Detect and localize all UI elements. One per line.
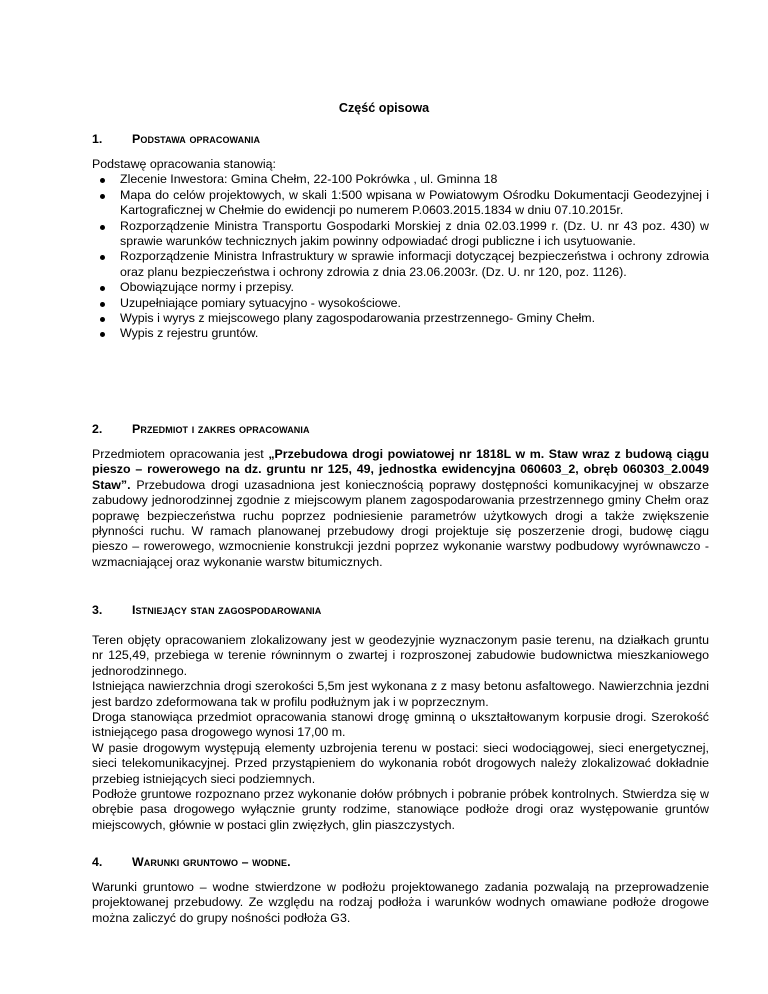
- section-2-paragraph: Przedmiotem opracowania jest „Przebudowa drogi powiatowej nr 1818L w m. Staw wraz z budową ciągu pieszo – rowerowego na dz. gruntu nr 125, 49, jednostka ewidencyjna 060603_2, obręb 060303_2.0049 Staw”. Przebudowa drogi uzasadniona jest koniecznością poprawy dostępności komunikacyjnej w obszarze zabudowy jednorodzinnej zgodnie z miejscowym planem zagospodarowania przestrzennego gminy Chełm oraz poprawę bezpieczeństwa ruchu poprzez podniesienie parametrów użytkowych drogi a także zwiększenie płynności ruchu. W ramach planowanej przebudowy drogi projektuje się poszerzenie drogi, budowę ciągu pieszo – rowerowego, wzmocnienie konstrukcji jezdni poprzez wykonanie warstwy podbudowy wyrównawczo - wzmacniającej oraz wykonanie warstw bitumicznych.: [92, 447, 710, 569]
- section-1-heading: [92, 132, 260, 147]
- section-number: 2.: [92, 422, 103, 436]
- list-item: Zlecenie Inwestora: Gmina Chełm, 22-100 Pokrówka , ul. Gminna 18: [92, 172, 709, 187]
- section-3-heading: [92, 603, 321, 618]
- section-4-heading: [92, 855, 291, 870]
- section-title: Warunki gruntowo – wodne.: [132, 855, 291, 869]
- paragraph: Droga stanowiąca przedmiot opracowania stanowi drogę gminną o ukształtowanym korpusie drogi. Szerokość istniejącego pasa drogowego wynosi 17,00 m.: [92, 710, 709, 740]
- section-4-body: [92, 880, 709, 926]
- bullet-icon: [100, 178, 105, 183]
- section-2-heading: [92, 422, 310, 437]
- paragraph: Warunki gruntowo – wodne stwierdzone w podłożu projektowanego zadania pozwalają na przeprowadzenie projektowanej przebudowy. Ze względu na rodzaj podłoża i warunków wodnych omawiane podłoże drogowe można zaliczyć do grupy nośności podłoża G3.: [92, 880, 709, 925]
- section-1-body: [92, 157, 709, 342]
- bullet-icon: [100, 317, 105, 322]
- section-title: Przedmiot i zakres opracowania: [132, 422, 310, 436]
- list-item: Wypis i wyrys z miejscowego plany zagospodarowania przestrzennego- Gminy Chełm.: [92, 311, 709, 326]
- list-item: Mapa do celów projektowych, w skali 1:500 wpisana w Powiatowym Ośrodku Dokumentacji Geodezyjnej i Kartograficznej w Chełmie do ewidencji po numerem P.0603.2015.1834 w dniu 07.10.2015r.: [92, 188, 709, 219]
- paragraph: W pasie drogowym występują elementy uzbrojenia terenu w postaci: sieci wodociągowej, sieci energetycznej, sieci telekomunikacyjnej. Przed przystąpieniem do wykonania robót drogowych należy zlokalizować dokładnie przebieg istniejących sieci podziemnych.: [92, 740, 709, 786]
- list-item: Rozporządzenie Ministra Transportu Gospodarki Morskiej z dnia 02.03.1999 r. (Dz. U. nr 43 poz. 430) w sprawie warunków technicznych jakim powinny odpowiadać drogi publiczne i ich usytuowanie.: [92, 219, 709, 250]
- bullet-icon: [100, 302, 105, 307]
- section-2-body: [92, 447, 709, 570]
- section-1-list: [92, 172, 709, 341]
- paragraph: Podłoże gruntowe rozpoznano przez wykonanie dołów próbnych i pobranie próbek kontrolnych. Stwierdza się w obrębie pasa drogowego wyłącznie grunty rodzime, stanowiące podłoże drogi oraz występowanie gruntów miejscowych, głównie w postaci glin zwięzłych, glin piaszczystych.: [92, 787, 709, 832]
- bullet-icon: [100, 332, 105, 337]
- section-number: 4.: [92, 855, 103, 869]
- paragraph: Istniejąca nawierzchnia drogi szerokości 5,5m jest wykonana z z masy betonu asfaltowego. Nawierzchnia jezdni jest bardzo zdeformowana tak w profilu podłużnym jak i w poprzecznym.: [92, 679, 709, 709]
- section-number: 1.: [92, 132, 103, 146]
- document-title: Część opisowa: [338, 101, 430, 115]
- list-item: Uzupełniające pomiary sytuacyjno - wysokościowe.: [92, 296, 709, 311]
- section-title: Istniejący stan zagospodarowania: [132, 603, 322, 617]
- section-number: 3.: [92, 603, 103, 617]
- bullet-icon: [100, 194, 105, 199]
- section-title: Podstawa opracowania: [132, 132, 261, 146]
- bullet-icon: [100, 255, 105, 260]
- project-name: „Przebudowa drogi powiatowej nr 1818L w m. Staw wraz z budową ciągu pieszo – rowerowego na dz. gruntu nr 125, 49, jednostka ewidencyjna 060603_2, obręb 060303_2.0049 Staw”.: [92, 447, 710, 492]
- list-item: Rozporządzenie Ministra Infrastruktury w sprawie informacji dotyczącej bezpieczeństwa i ochrony zdrowia oraz planu bezpieczeństwa i ochrony zdrowia z dnia 23.06.2003r. (Dz. U. nr 120, poz. 1126).: [92, 249, 709, 280]
- list-item: Obowiązujące normy i przepisy.: [92, 280, 709, 295]
- bullet-icon: [100, 286, 105, 291]
- paragraph: Teren objęty opracowaniem zlokalizowany jest w geodezyjnie wyznaczonym pasie terenu, na działkach gruntu nr 125,49, przebiega w terenie równinnym o zwartej i rozproszonej zabudowie budownictwa mieszkaniowego jednorodzinnego.: [92, 633, 709, 678]
- list-item: Wypis z rejestru gruntów.: [92, 326, 709, 341]
- section-1-intro: Podstawę opracowania stanowią:: [92, 157, 276, 171]
- bullet-icon: [100, 225, 105, 230]
- section-3-body: [92, 633, 709, 833]
